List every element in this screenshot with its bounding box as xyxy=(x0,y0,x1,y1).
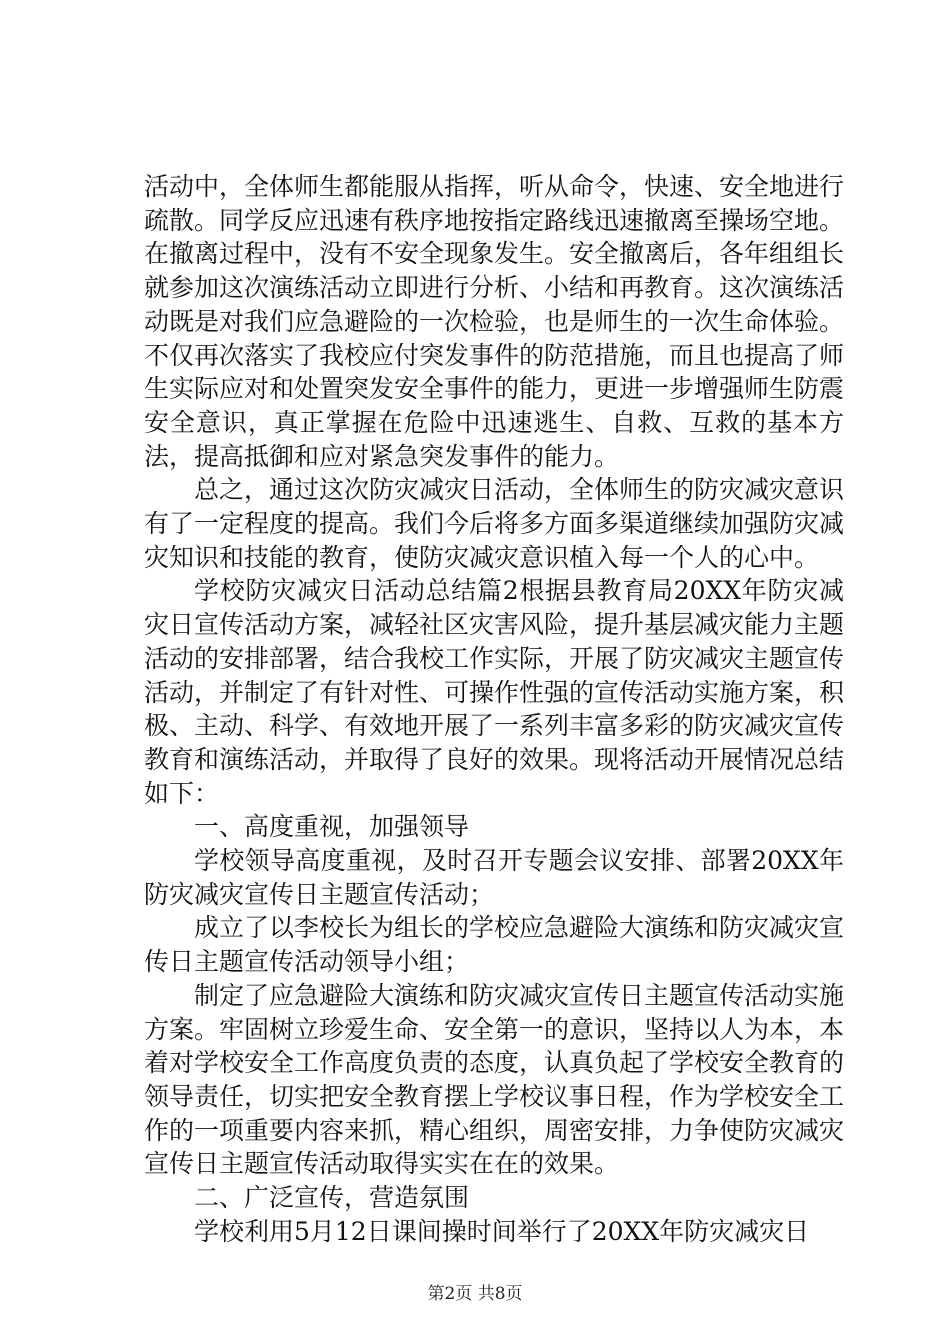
paragraph-conclusion: 总之，通过这次防灾减灾日活动，全体师生的防灾减灾意识有了一定程度的提高。我们今后将多方面多渠道继续加强防灾减灾知识和技能的教育，使防灾减灾意识植入每一个人的心中。 xyxy=(144,475,845,572)
section-heading-1: 一、高度重视，加强领导 xyxy=(194,812,470,842)
paragraph-evacuation-summary: 活动中，全体师生都能服从指挥，听从命令，快速、安全地进行疏散。同学反应迅速有秩序地按指定路线迅速撤离至操场空地。在撤离过程中，没有不安全现象发生。安全撤离后，各年组组长就参加这次演练活动立即进行分析、小结和再教育。这次演练活动既是对我们应急避险的一次检验，也是师生的一次生命体验。不仅再次落实了我校应付突发事件的防范措施，而且也提高了师生实际应对和处置突发安全事件的能力，更进一步增强师生防震安全意识，真正掌握在危险中迅速逃生、自救、互救的基本方法，提高抵御和应对紧急突发事件的能力。 xyxy=(144,172,845,471)
paragraph-leading-group: 成立了以李校长为组长的学校应急避险大演练和防灾减灾宣传日主题宣传活动领导小组； xyxy=(144,913,845,977)
paragraph-publicity: 学校利用5月12日课间操时间举行了20XX年防灾减灾日 xyxy=(194,1216,810,1246)
paragraph-part2-intro: 学校防灾减灾日活动总结篇2根据县教育局20XX年防灾减灾日宣传活动方案，减轻社区灾害风险，提升基层减灾能力主题活动的安排部署，结合我校工作实际，开展了防灾减灾主题宣传活动，并制定了有针对性、可操作性强的宣传活动实施方案，积极、主动、科学、有效地开展了一系列丰富多彩的防灾减灾宣传教育和演练活动，并取得了良好的效果。现将活动开展情况总结如下： xyxy=(144,576,845,808)
paragraph-implementation-plan: 制定了应急避险大演练和防灾减灾宣传日主题宣传活动实施方案。牢固树立珍爱生命、安全第一的意识，坚持以人为本，本着对学校安全工作高度负责的态度，认真负起了学校安全教育的领导责任，切实把安全教育摆上学校议事日程，作为学校安全工作的一项重要内容来抓，精心组织，周密安排，力争使防灾减灾宣传日主题宣传活动取得实实在在的效果。 xyxy=(144,980,845,1179)
page-number-footer: 第2页 共8页 xyxy=(427,1284,523,1304)
document-body xyxy=(144,170,844,1249)
paragraph-meeting: 学校领导高度重视，及时召开专题会议安排、部署20XX年防灾减灾宣传日主题宣传活动； xyxy=(144,846,844,909)
section-heading-2: 二、广泛宣传，营造氛围 xyxy=(194,1183,470,1213)
